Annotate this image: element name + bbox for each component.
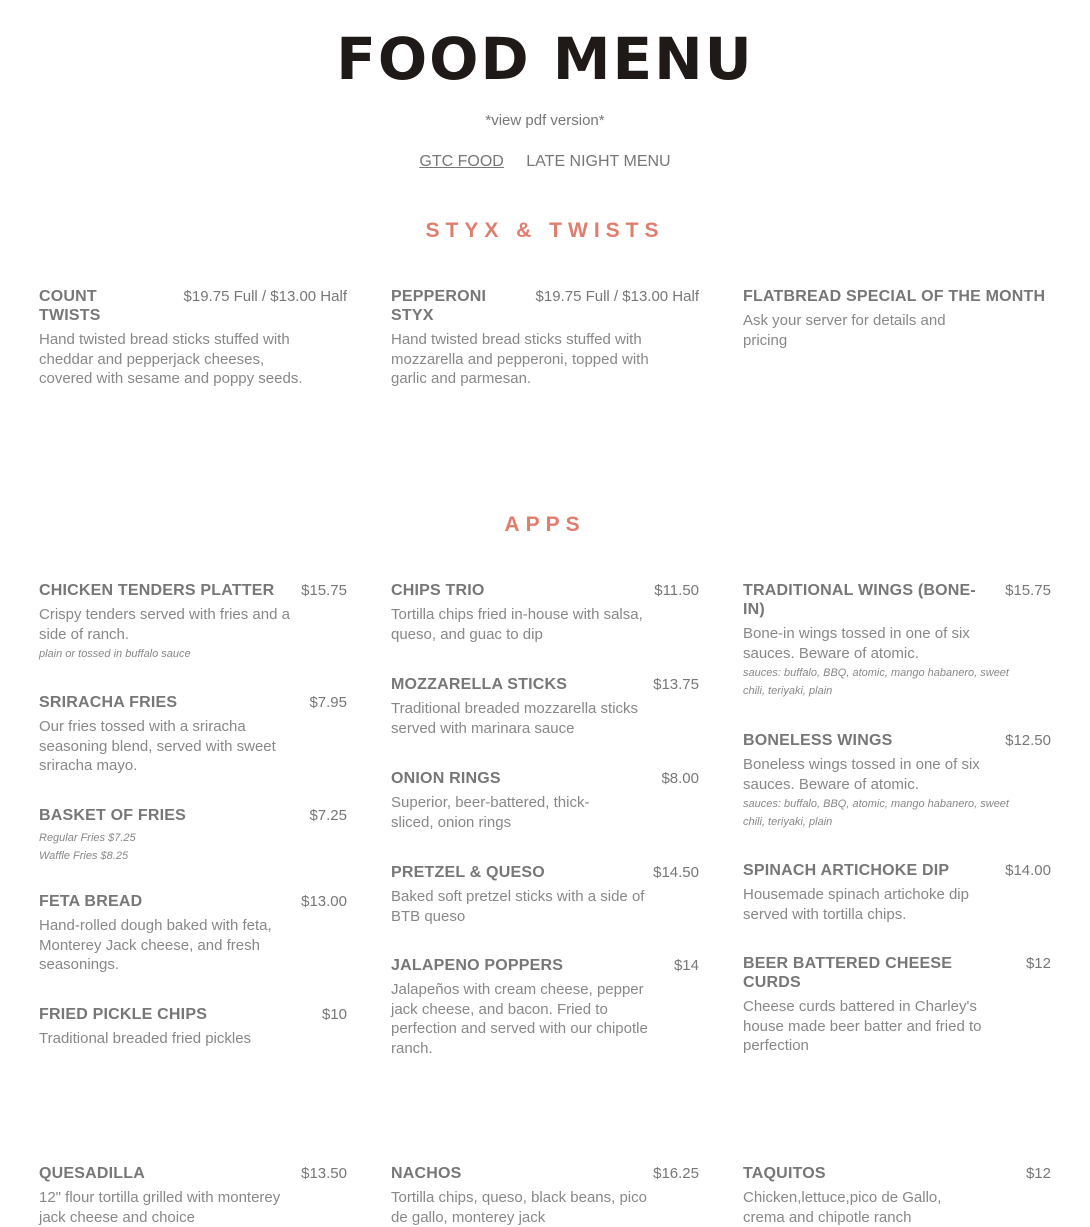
menu-item-description: Chicken,lettuce,pico de Gallo, crema and chipotle ranch	[743, 1189, 942, 1226]
menu-item-description: Superior, beer-battered, thick-sliced, onion rings	[391, 794, 590, 831]
menu-item-price: $16.25	[653, 1165, 699, 1182]
menu-item-name: JALAPENO POPPERS	[391, 957, 564, 974]
menu-item-description: Bone-in wings tossed in one of six sauces. Beware of atomic.	[743, 625, 970, 662]
menu-item	[391, 863, 699, 926]
menu-item-name: FRIED PICKLE CHIPS	[39, 1006, 208, 1023]
menu-item-header	[391, 581, 699, 600]
menu-item-price: $7.95	[309, 694, 347, 711]
nav-late-night-menu[interactable]: LATE NIGHT MENU	[526, 153, 671, 170]
menu-item-note: plain or tossed in buffalo sauce	[39, 648, 191, 661]
menu-item-header	[391, 675, 699, 694]
menu-item-name: FETA BREAD	[39, 893, 143, 910]
menu-item-description: Tortilla chips fried in-house with salsa, queso, and guac to dip	[391, 606, 643, 643]
menu-item-price: $13.75	[653, 676, 699, 693]
menu-item-name: ONION RINGS	[391, 770, 501, 787]
menu-item	[391, 956, 699, 1058]
menu-item	[391, 581, 699, 644]
menu-item-price: $11.50	[654, 582, 699, 599]
menu-item-header	[743, 581, 1051, 619]
menu-item	[39, 806, 347, 865]
menu-item-header	[391, 956, 699, 975]
nav-gtc-food[interactable]: GTC FOOD	[419, 153, 504, 170]
menu-item-header	[39, 581, 347, 600]
menu-item-description: Boneless wings tossed in one of six sauces. Beware of atomic.	[743, 756, 980, 793]
menu-item-price: $12	[1025, 955, 1051, 972]
menu-item-header	[391, 769, 699, 788]
menu-item-name: BEER BATTERED CHEESE CURDS	[743, 955, 953, 991]
menu-item-price: $12	[1025, 1165, 1051, 1182]
menu-item-name: SPINACH ARTICHOKE DIP	[743, 862, 950, 879]
menu-item-name: SRIRACHA FRIES	[39, 694, 178, 711]
menu-item-header	[743, 731, 1051, 750]
menu-item-note: sauces: buffalo, BBQ, atomic, mango habanero, sweet chili, teriyaki, plain	[743, 667, 1009, 698]
menu-item-description: Hand-rolled dough baked with feta, Monterey Jack cheese, and fresh seasonings.	[39, 917, 272, 974]
menu-item	[39, 581, 347, 663]
menu-item	[39, 892, 347, 975]
menu-item-description: Traditional breaded fried pickles	[39, 1030, 252, 1047]
menu-item-header	[743, 861, 1051, 880]
menu-item	[39, 1164, 347, 1227]
menu-item-price: $14.50	[653, 864, 699, 881]
menu-item-price: $19.75 Full / $13.00 Half	[183, 288, 347, 305]
menu-item-price: $10	[321, 1006, 347, 1023]
menu-item-header	[743, 1164, 1051, 1183]
menu-item-header	[743, 287, 1051, 306]
menu-item-price: $14.00	[1005, 862, 1051, 879]
menu-item	[743, 731, 1051, 831]
menu-item	[743, 287, 1051, 350]
menu-item-price: $12.50	[1005, 732, 1051, 749]
menu-item	[743, 954, 1051, 1056]
menu-item-description: Cheese curds battered in Charley's house made beer batter and fried to perfection	[743, 998, 982, 1055]
menu-item-price: $13.00	[301, 893, 347, 910]
menu-item	[743, 1164, 1051, 1227]
menu-item-price: $15.75	[1005, 582, 1051, 599]
menu-item-description: Hand twisted bread sticks stuffed with mozzarella and pepperoni, topped with garlic and parmesan.	[391, 331, 649, 388]
menu-item-description: Traditional breaded mozzarella sticks served with marinara sauce	[391, 700, 639, 737]
menu-item-name: PEPPERONI STYX	[391, 288, 487, 324]
menu-item-name: QUESADILLA	[39, 1165, 145, 1182]
menu-item-name: CHIPS TRIO	[391, 582, 485, 599]
menu-item-name: BONELESS WINGS	[743, 732, 893, 749]
menu-item-name: NACHOS	[391, 1165, 462, 1182]
menu-item-name: COUNT TWISTS	[39, 288, 101, 324]
menu-item	[39, 693, 347, 776]
menu-item	[391, 287, 699, 389]
menu-item	[39, 287, 347, 389]
menu-item-name: MOZZARELLA STICKS	[391, 676, 568, 693]
menu-item-note: sauces: buffalo, BBQ, atomic, mango habanero, sweet chili, teriyaki, plain	[743, 798, 1009, 829]
menu-item-description: 12" flour tortilla grilled with monterey jack cheese and choice	[39, 1189, 281, 1226]
pdf-version-link[interactable]: *view pdf version*	[485, 112, 605, 129]
menu-nav	[0, 153, 1090, 171]
menu-item-name: FLATBREAD SPECIAL OF THE MONTH	[743, 288, 1046, 305]
menu-item-description: Baked soft pretzel sticks with a side of BTB queso	[391, 888, 645, 925]
menu-item-price: $13.50	[301, 1165, 347, 1182]
menu-item-name: BASKET OF FRIES	[39, 807, 187, 824]
menu-item-price: $15.75	[301, 582, 347, 599]
menu-item-name: TRADITIONAL WINGS (BONE-IN)	[743, 582, 976, 618]
menu-item-description: Crispy tenders served with fries and a side of ranch.	[39, 606, 290, 643]
menu-item-description: Hand twisted bread sticks stuffed with cheddar and pepperjack cheeses, covered with sesame and poppy seeds.	[39, 331, 303, 388]
section-title-apps: APPS	[504, 513, 586, 536]
menu-item-header	[39, 287, 347, 325]
menu-item-price: $8.00	[661, 770, 699, 787]
menu-item-header	[39, 1005, 347, 1024]
menu-item	[743, 581, 1051, 700]
menu-item-name: TAQUITOS	[743, 1165, 826, 1182]
section-title-styx-twists: STYX & TWISTS	[425, 219, 665, 242]
menu-item-name: PRETZEL & QUESO	[391, 864, 545, 881]
menu-item-header	[743, 954, 1051, 992]
menu-item	[743, 861, 1051, 924]
menu-item-description: Ask your server for details and pricing	[743, 312, 946, 349]
menu-item	[391, 769, 699, 832]
menu-item-header	[39, 693, 347, 712]
menu-item-description: Housemade spinach artichoke dip served with tortilla chips.	[743, 886, 969, 923]
menu-item-note: Regular Fries $7.25 Waffle Fries $8.25	[39, 832, 136, 862]
menu-item	[391, 675, 699, 738]
menu-item-description: Our fries tossed with a sriracha seasoning blend, served with sweet sriracha mayo.	[39, 718, 276, 775]
menu-item	[391, 1164, 699, 1227]
page-title: FOOD MENU	[336, 25, 754, 93]
menu-item-price: $7.25	[309, 807, 347, 824]
menu-item-header	[391, 287, 699, 325]
menu-item	[39, 1005, 347, 1049]
menu-item-price: $19.75 Full / $13.00 Half	[535, 288, 699, 305]
menu-item-price: $14	[673, 957, 699, 974]
menu-item-header	[391, 1164, 699, 1183]
menu-item-description: Tortilla chips, queso, black beans, pico de gallo, monterey jack	[391, 1189, 647, 1226]
menu-item-header	[39, 892, 347, 911]
menu-item-description: Jalapeños with cream cheese, pepper jack cheese, and bacon. Fried to perfection and served with our chipotle ranch.	[391, 981, 648, 1057]
menu-item-header	[39, 1164, 347, 1183]
menu-item-header	[391, 863, 699, 882]
menu-item-header	[39, 806, 347, 825]
menu-item-name: CHICKEN TENDERS PLATTER	[39, 582, 275, 599]
